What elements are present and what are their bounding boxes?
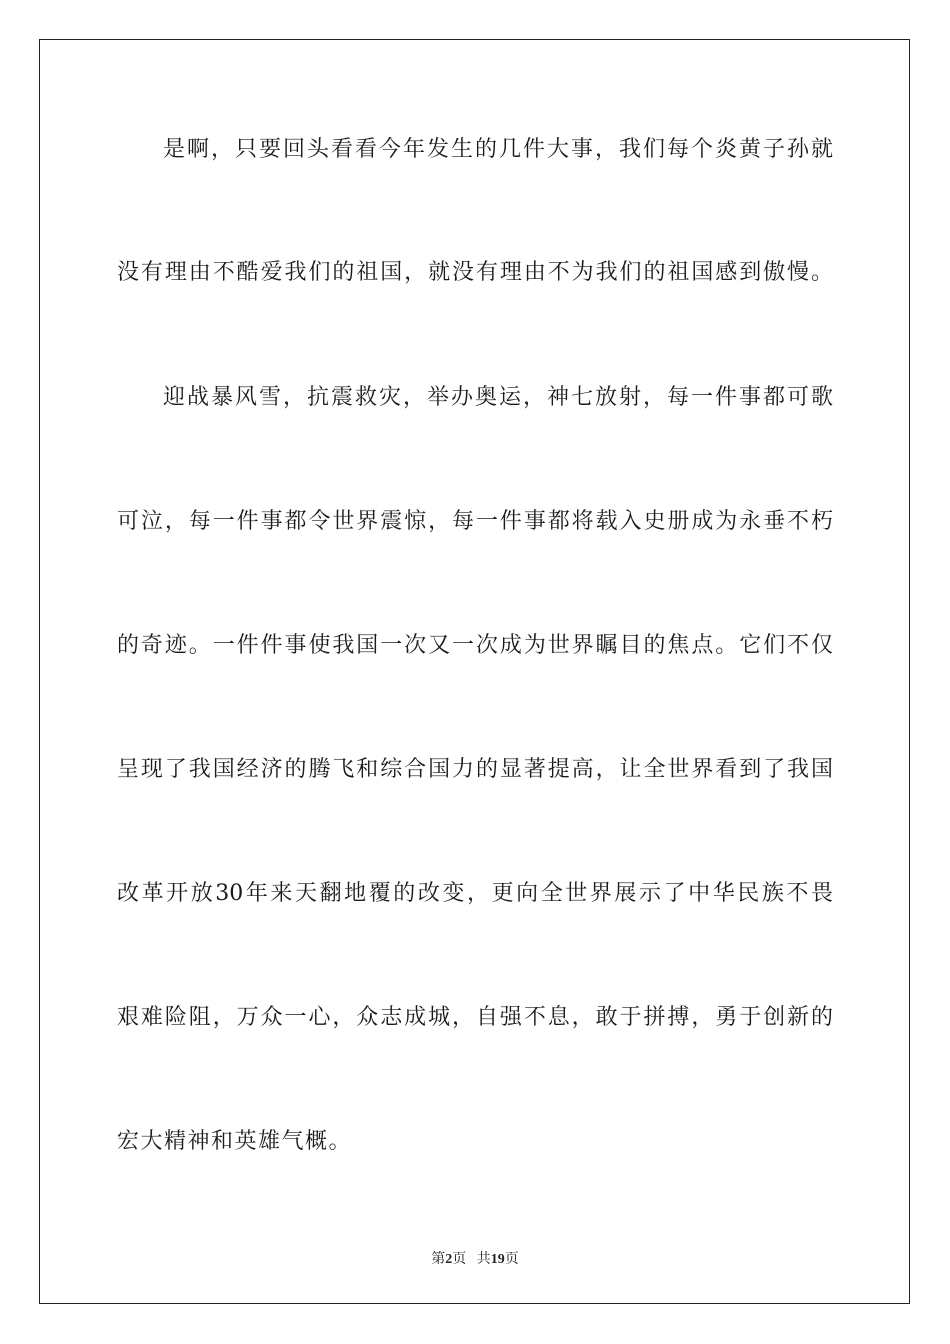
paragraph-2-line-5: 改革开放30年来天翻地覆的改变，更向全世界展示了中华民族不畏 (117, 881, 833, 906)
paragraph-1-line-1: 是啊，只要回头看看今年发生的几件大事，我们每个炎黄子孙就 (163, 137, 833, 162)
paragraph-2-line-7: 宏大精神和英雄气概。 (117, 1129, 353, 1154)
page-footer (0, 1248, 950, 1268)
paragraph-1-line-2: 没有理由不酷爱我们的祖国，就没有理由不为我们的祖国感到傲慢。 (117, 260, 833, 285)
page-prefix: 第 (431, 1252, 446, 1267)
total-prefix: 共 (476, 1252, 491, 1267)
page-number: 2 (445, 1252, 453, 1267)
page-suffix: 页 (452, 1252, 467, 1267)
total-pages: 19 (490, 1252, 505, 1267)
paragraph-2-line-6: 艰难险阻，万众一心，众志成城，自强不息，敢于拼搏，勇于创新的 (117, 1005, 833, 1030)
page-frame (39, 39, 910, 1304)
total-suffix: 页 (504, 1252, 519, 1267)
paragraph-2-line-3: 的奇迹。一件件事使我国一次又一次成为世界瞩目的焦点。它们不仅 (117, 633, 833, 658)
paragraph-2-line-2: 可泣，每一件事都令世界震惊，每一件事都将载入史册成为永垂不朽 (117, 509, 833, 534)
paragraph-2-line-4: 呈现了我国经济的腾飞和综合国力的显著提高，让全世界看到了我国 (117, 757, 833, 782)
paragraph-2-line-1: 迎战暴风雪，抗震救灾，举办奥运，神七放射，每一件事都可歌 (163, 385, 833, 410)
